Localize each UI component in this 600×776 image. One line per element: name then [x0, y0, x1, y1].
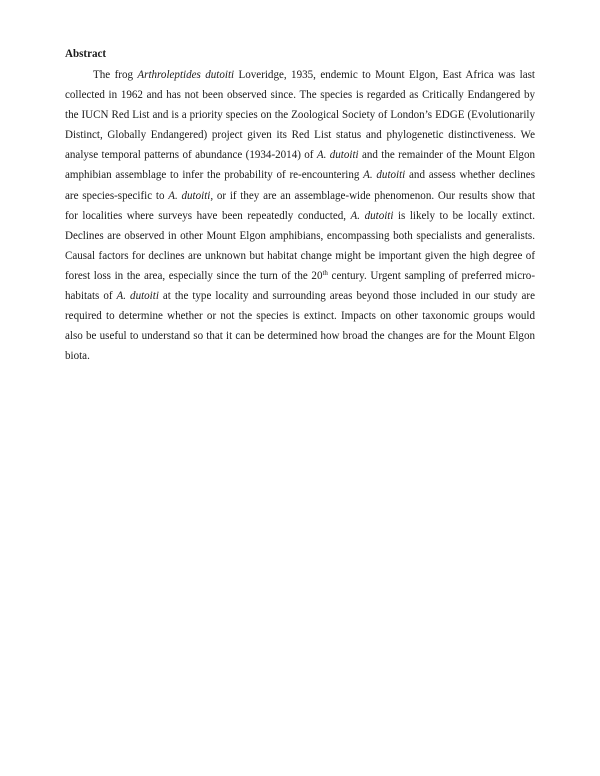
species-name: A. dutoiti: [116, 290, 159, 303]
abstract-text-segment: and assess whether declines are species-specific to: [65, 169, 536, 202]
species-name: A. dutoiti: [350, 209, 394, 222]
abstract-heading: Abstract: [65, 48, 107, 60]
species-name: A. dutoiti,: [168, 189, 214, 202]
abstract-text-segment: and the remainder of the Mount Elgon amphibian assemblage to infer the probability of re-encountering: [65, 149, 535, 182]
species-name: A. dutoiti: [363, 169, 406, 182]
abstract-text-segment: or if they are an assemblage-wide phenomenon. Our results show that for localities where surveys have been repeatedly conducted,: [65, 189, 536, 222]
abstract-text-segment: century. Urgent sampling of preferred micro-habitats of: [65, 269, 535, 303]
abstract-paragraph: [65, 65, 535, 366]
species-name: A. dutoiti: [316, 149, 359, 162]
abstract-text-segment: The frog: [93, 69, 138, 81]
species-name: Arthroleptides dutoiti: [137, 69, 235, 81]
abstract-text-segment: Loveridge, 1935, endemic to Mount Elgon, East Africa was last collected in 1962 and has not been observed since. The species is regarded as Critically Endangered by the IUCN Red List and is a priority species on the Zoological Society of London’s EDGE (Evolutionarily Distinct, Globally Endangered) project given its Red List status and phylogenetic distinctiveness. We analyse temporal patterns of abundance (1934-2014) of: [65, 69, 535, 162]
abstract-text-segment: is likely to be locally extinct. Declines are observed in other Mount Elgon amphibians, encompassing both specialists and generalists. Causal factors for declines are unknown but habitat change might be important given the high degree of forest loss in the area, especially since the turn of the 20: [65, 209, 535, 282]
superscript-ordinal: th: [322, 268, 328, 277]
abstract-section: [65, 46, 535, 366]
abstract-text-segment: at the type locality and surrounding areas beyond those included in our study are required to determine whether or not the species is extinct. Impacts on other taxonomic groups would also be useful to understand so that it can be determined how broad the changes are for the Mount Elgon biota.: [65, 290, 536, 363]
